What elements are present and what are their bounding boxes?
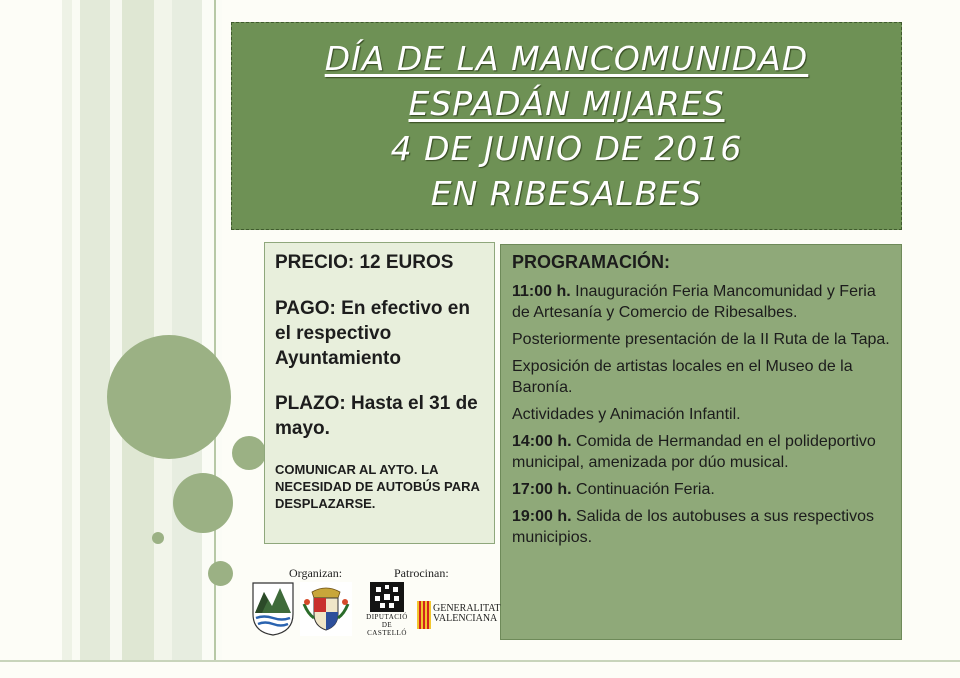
program-heading: PROGRAMACIÓN: xyxy=(512,252,670,272)
decorative-circle-large xyxy=(107,335,231,459)
program-item-text: Actividades y Animación Infantil. xyxy=(512,406,741,423)
program-item xyxy=(512,431,893,473)
decorative-stripes xyxy=(62,0,222,662)
payment-info xyxy=(275,296,486,371)
program-item xyxy=(512,329,893,350)
ribesalbes-coat-of-arms-icon xyxy=(300,582,352,636)
program-item-text: Posteriormente presentación de la II Ruta de la Tapa. xyxy=(512,331,890,348)
program-item-text: Comida de Hermandad en el polideportivo municipal, amenizada por dúo musical. xyxy=(512,433,876,471)
decorative-circle-medium xyxy=(232,436,266,470)
bottom-divider xyxy=(0,660,960,662)
diputacio-castello-logo-icon xyxy=(370,582,404,612)
info-box xyxy=(264,242,495,544)
program-item xyxy=(512,479,893,500)
program-item xyxy=(512,281,893,323)
organizers-label: Organizan: xyxy=(289,566,343,580)
title-banner xyxy=(231,22,902,230)
diputacio-text: DIPUTACIÓ DE CASTELLÓ xyxy=(366,613,408,637)
program-item-text: Inauguración Feria Mancomunidad y Feria de Artesanía y Comercio de Ribesalbes. xyxy=(512,283,876,321)
program-item xyxy=(512,356,893,398)
mancomunidad-shield-icon xyxy=(252,582,294,636)
decorative-circle-small-2 xyxy=(208,561,233,586)
generalitat-text: GENERALITAT VALENCIANA xyxy=(433,603,501,624)
program-item xyxy=(512,404,893,425)
deadline-text: Hasta el 31 de mayo. xyxy=(275,393,478,439)
bus-note: COMUNICAR AL AYTO. LA NECESIDAD DE AUTOBÚS PARA DESPLAZARSE. xyxy=(275,462,480,511)
title-line-3: 4 DE JUNIO DE 2016 xyxy=(390,129,743,168)
title-line-1: DÍA DE LA MANCOMUNIDAD xyxy=(324,39,809,78)
price-text: PRECIO: 12 EUROS xyxy=(275,252,454,273)
program-item-text: Continuación Feria. xyxy=(576,481,715,498)
decorative-circle-medium-2 xyxy=(173,473,233,533)
decorative-circle-small xyxy=(152,532,164,544)
program-item xyxy=(512,506,893,548)
payment-label: PAGO: xyxy=(275,298,336,319)
title-line-2: ESPADÁN MIJARES xyxy=(408,84,725,123)
program-item-time: 19:00 h. xyxy=(512,508,572,525)
program-item-text: Salida de los autobuses a sus respectivos municipios. xyxy=(512,508,874,546)
title-line-4: EN RIBESALBES xyxy=(430,174,703,213)
payment-text: En efectivo en el respectivo Ayuntamiento xyxy=(275,298,470,369)
deadline-info xyxy=(275,391,486,441)
program-item-time: 17:00 h. xyxy=(512,481,572,498)
sponsors-label: Patrocinan: xyxy=(394,566,449,580)
program-item-time: 11:00 h. xyxy=(512,283,571,300)
deadline-label: PLAZO: xyxy=(275,393,346,414)
program-item-time: 14:00 h. xyxy=(512,433,572,450)
program-item-text: Exposición de artistas locales en el Museo de la Baronía. xyxy=(512,358,853,396)
program-box xyxy=(500,244,902,640)
generalitat-valenciana-logo-icon xyxy=(417,601,431,629)
